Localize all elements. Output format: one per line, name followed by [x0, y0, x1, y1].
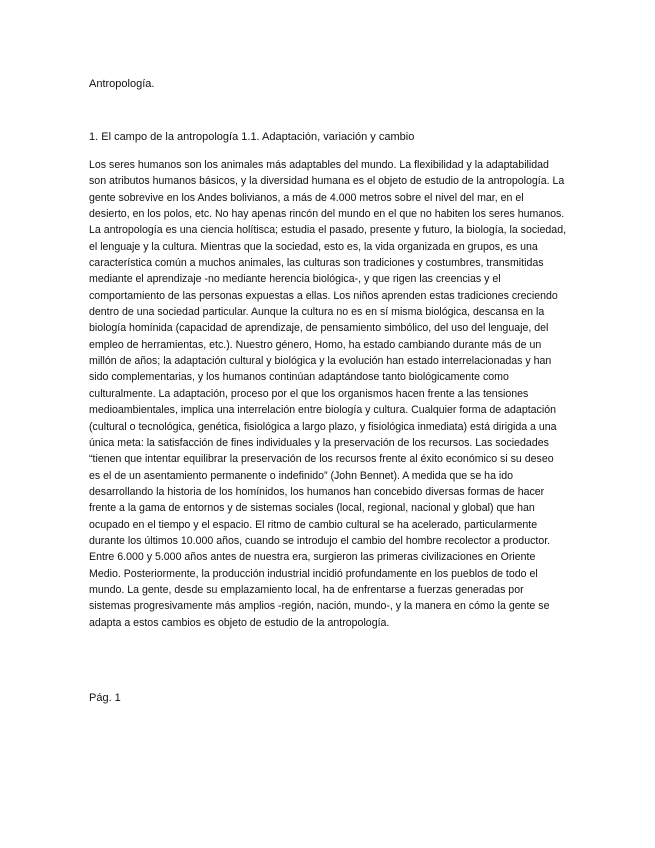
section-heading: 1. El campo de la antropología 1.1. Adaptación, variación y cambio [89, 131, 415, 143]
body-paragraph: Los seres humanos son los animales más adaptables del mundo. La flexibilidad y la adaptabilidad son atributos humanos básicos, y la diversidad humana es el objeto de estudio de la antropología. La gente sobrevive en los Andes bolivianos, a más de 4.000 metros sobre el nivel del mar, en el desierto, en los polos, etc. No hay apenas rincón del mundo en el que no habiten los seres humanos. La antropología es una ciencia holítisca; estudia el pasado, presente y futuro, la biología, la sociedad, el lenguaje y la cultura. Mientras que la sociedad, esto es, la vida organizada en grupos, es una característica común a muchos animales, las culturas son tradiciones y costumbres, transmitidas mediante el aprendizaje -no mediante herencia biológica-, y que rigen las creencias y el comportamiento de las personas expuestas a ellas. Los niños aprenden estas tradiciones creciendo dentro de una sociedad particular. Aunque la cultura no es en sí misma biológica, descansa en la biología homínida (capacidad de aprendizaje, de pensamiento simbólico, del uso del lenguaje, del empleo de herramientas, etc.). Nuestro género, Homo, ha estado cambiando durante más de un millón de años; la adaptación cultural y biológica y la evolución han estado interrelacionadas y han sido complementarias, y los humanos continúan adaptándose tanto biológicamente como culturalmente. La adaptación, proceso por el que los organismos hacen frente a las tensiones medioambientales, implica una interrelación entre biología y cultura. Cualquier forma de adaptación (cultural o tecnológica, genética, fisiológica a largo plazo, y fisiológica inmediata) está dirigida a una única meta: la satisfacción de fines individuales y la preservación de los recursos. Las sociedades “tienen que intentar equilibrar la preservación de los recursos frente al éxito económico si su deseo es el de un asentamiento permanente o indefinido” (John Bennet). A medida que se ha ido desarrollando la historia de los homínidos, los humanos han concebido diversas formas de hacer frente a la gama de entornos y de sistemas sociales (local, regional, nacional y global) que han ocupado en el tiempo y el espacio. El ritmo de cambio cultural se ha acelerado, particularmente durante los últimos 10.000 años, cuando se introdujo el cambio del hombre recolector a productor. Entre 6.000 y 5.000 años antes de nuestra era, surgieron las primeras civilizaciones en Oriente Medio. Posteriormente, la producción industrial incidió profundamente en los pueblos de todo el mundo. La gente, desde su emplazamiento local, ha de enfrentarse a fuerzas generadas por sistemas progresivamente más amplios -región, nación, mundo-, y la manera en cómo la gente se adapta a estos cambios es objeto de estudio de la antropología. [89, 159, 567, 629]
page-number: Pág. 1 [89, 692, 121, 704]
document-title: Antropología. [89, 78, 155, 90]
